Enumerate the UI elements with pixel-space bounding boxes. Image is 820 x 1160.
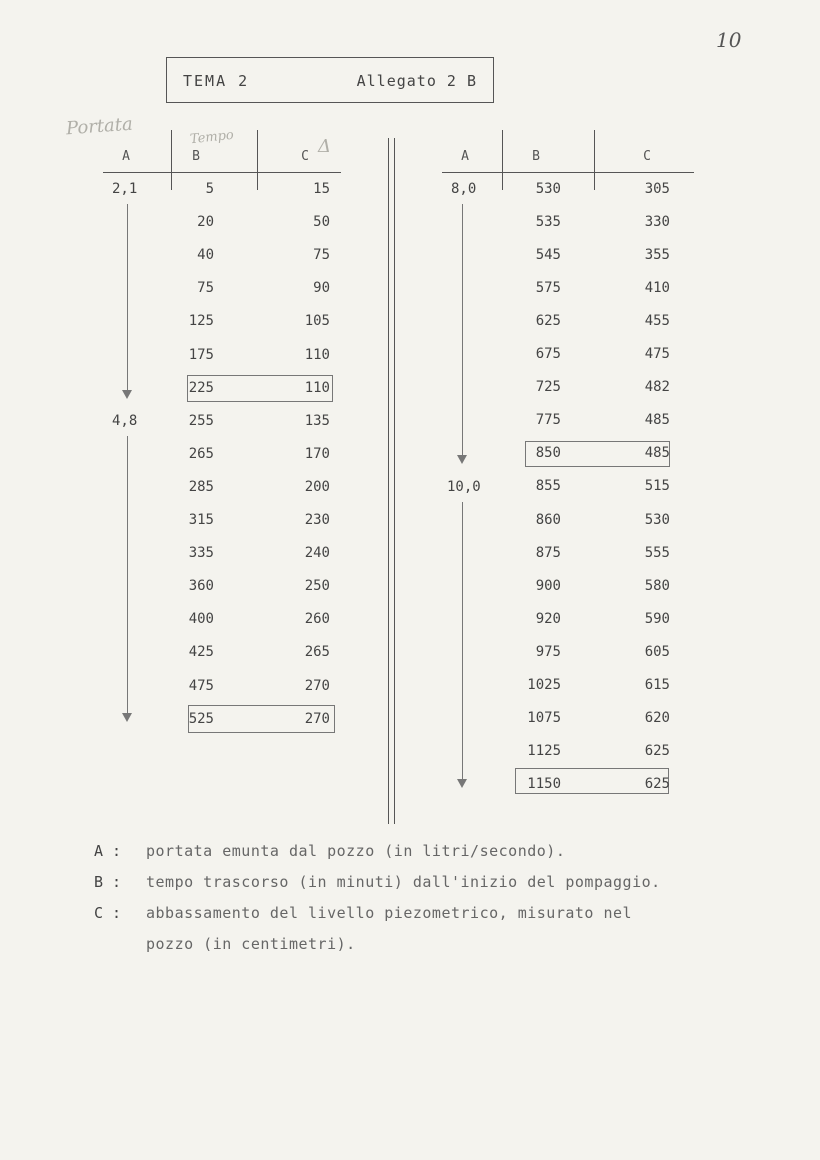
right-row-b-cell: 1075 xyxy=(527,709,561,726)
right-header-c: C xyxy=(643,149,651,164)
right-row-b-cell: 1025 xyxy=(527,676,561,693)
page-number: 10 xyxy=(716,28,742,52)
left-row-c-cell: 270 xyxy=(304,677,330,694)
right-row-b-cell: 535 xyxy=(535,214,561,231)
right-row-b-cell: 545 xyxy=(535,247,561,264)
right-row-c-cell: 305 xyxy=(644,181,670,197)
left-row-c-cell: 110 xyxy=(304,346,330,363)
right-row-b-cell: 530 xyxy=(535,181,561,197)
legend-text: tempo trascorso (in minuti) dall'inizio del pompaggio. xyxy=(146,873,661,891)
right-row-b-cell: 1125 xyxy=(527,742,561,759)
left-row-b-cell: 315 xyxy=(188,512,214,528)
allegato-label: Allegato 2 B xyxy=(356,72,477,90)
right-row-c-cell: 482 xyxy=(644,379,670,396)
center-divider-2 xyxy=(394,138,395,824)
right-row-c-cell: 625 xyxy=(644,775,670,792)
right-row-b-cell: 675 xyxy=(535,346,561,363)
right-row-b-cell: 850 xyxy=(535,445,561,462)
left-header-b: B xyxy=(192,149,200,164)
right-row-c-cell: 355 xyxy=(644,247,670,264)
left-col-divider-2 xyxy=(257,130,258,190)
right-row-b-cell: 625 xyxy=(535,313,561,330)
right-row-b-cell: 855 xyxy=(535,478,561,495)
left-row-c-cell: 75 xyxy=(313,247,330,264)
right-row-b-cell: 900 xyxy=(535,577,561,594)
left-row-c-cell: 90 xyxy=(313,280,330,297)
right-row-c-cell: 605 xyxy=(644,643,670,660)
right-row-c-cell: 515 xyxy=(644,478,670,495)
right-arrow-1-line xyxy=(462,204,463,456)
right-row-c-cell: 330 xyxy=(644,214,670,231)
right-arrow-2-head xyxy=(457,779,467,788)
left-row-b-cell: 5 xyxy=(205,181,214,197)
right-col-divider-1 xyxy=(502,130,503,190)
legend-key: C : xyxy=(94,904,122,922)
left-row-c-cell: 200 xyxy=(304,478,330,495)
left-arrow-1-line xyxy=(127,204,128,390)
left-row-b-cell: 400 xyxy=(188,611,214,628)
left-row-c-cell: 15 xyxy=(313,181,330,197)
center-divider-1 xyxy=(388,138,389,824)
left-row-c-cell: 240 xyxy=(304,545,330,562)
right-row-c-cell: 455 xyxy=(644,313,670,330)
right-row-c-cell: 590 xyxy=(644,610,670,627)
left-row-b-cell: 475 xyxy=(188,677,214,694)
legend-text: pozzo (in centimetri). xyxy=(146,935,356,953)
left-row-b-cell: 265 xyxy=(188,445,214,462)
right-arrow-1-head xyxy=(457,455,467,464)
right-row-c-cell: 580 xyxy=(644,577,670,594)
right-row-b-cell: 575 xyxy=(535,280,561,297)
right-col-divider-2 xyxy=(594,130,595,190)
right-row-b-cell: 725 xyxy=(535,379,561,396)
left-row-b-cell: 40 xyxy=(197,247,214,264)
left-row-c-cell: 50 xyxy=(313,214,330,231)
left-row-b-cell: 360 xyxy=(188,578,214,595)
left-row-b-cell: 125 xyxy=(188,313,214,330)
left-row-b-cell: 255 xyxy=(188,412,214,429)
right-row-b-cell: 920 xyxy=(535,610,561,627)
left-arrow-1-head xyxy=(122,390,132,399)
left-row-b-cell: 225 xyxy=(188,379,214,396)
left-row-b-cell: 285 xyxy=(188,478,214,495)
right-row-c-cell: 625 xyxy=(644,742,670,759)
right-row-b-cell: 975 xyxy=(535,643,561,660)
left-row-c-cell: 170 xyxy=(304,445,330,462)
right-row-c-cell: 485 xyxy=(644,445,670,462)
legend-text: abbassamento del livello piezometrico, misurato nel xyxy=(146,904,633,922)
left-row-c-cell: 260 xyxy=(304,611,330,628)
right-row-b-cell: 860 xyxy=(535,511,561,528)
legend-text: portata emunta dal pozzo (in litri/secondo). xyxy=(146,842,566,860)
legend-key: B : xyxy=(94,873,122,891)
left-row-c-cell: 135 xyxy=(304,412,330,429)
left-arrow-2-head xyxy=(122,713,132,722)
right-a-value-2: 10,0 xyxy=(447,479,481,495)
left-row-b-cell: 425 xyxy=(188,644,214,661)
left-header-rule xyxy=(103,172,341,173)
legend-key: A : xyxy=(94,842,122,860)
left-col-divider-1 xyxy=(171,130,172,190)
right-row-c-cell: 615 xyxy=(644,676,670,693)
right-row-c-cell: 555 xyxy=(644,544,670,561)
handwritten-tempo: Tempo xyxy=(189,127,235,148)
right-header-b: B xyxy=(532,149,540,164)
left-row-c-cell: 250 xyxy=(304,578,330,595)
left-a-value-2: 4,8 xyxy=(112,413,138,429)
right-row-b-cell: 875 xyxy=(535,544,561,561)
left-a-value-1: 2,1 xyxy=(112,181,138,197)
right-row-c-cell: 410 xyxy=(644,280,670,297)
left-header-a: A xyxy=(122,149,130,164)
handwritten-delta: Δ xyxy=(318,136,331,157)
left-row-c-cell: 270 xyxy=(304,710,330,727)
handwritten-portata: Portata xyxy=(65,113,134,140)
right-row-c-cell: 475 xyxy=(644,346,670,363)
right-a-value-1: 8,0 xyxy=(451,181,477,197)
right-header-a: A xyxy=(461,149,469,164)
left-arrow-2-line xyxy=(127,436,128,714)
right-row-c-cell: 530 xyxy=(644,511,670,528)
left-row-b-cell: 75 xyxy=(197,280,214,297)
right-row-c-cell: 620 xyxy=(644,709,670,726)
right-row-b-cell: 775 xyxy=(535,412,561,429)
left-row-c-cell: 105 xyxy=(304,313,330,330)
left-row-c-cell: 110 xyxy=(304,379,330,396)
left-row-b-cell: 525 xyxy=(188,710,214,727)
right-header-rule xyxy=(442,172,694,173)
right-arrow-2-line xyxy=(462,502,463,780)
left-row-c-cell: 230 xyxy=(304,512,330,528)
left-row-b-cell: 335 xyxy=(188,545,214,562)
right-row-b-cell: 1150 xyxy=(527,775,561,792)
tema-label: TEMA 2 xyxy=(183,72,250,90)
right-row-c-cell: 485 xyxy=(644,412,670,429)
left-header-c: C xyxy=(301,149,309,164)
left-row-b-cell: 20 xyxy=(197,214,214,231)
left-row-b-cell: 175 xyxy=(188,346,214,363)
title-box xyxy=(166,57,494,103)
left-row-c-cell: 265 xyxy=(304,644,330,661)
